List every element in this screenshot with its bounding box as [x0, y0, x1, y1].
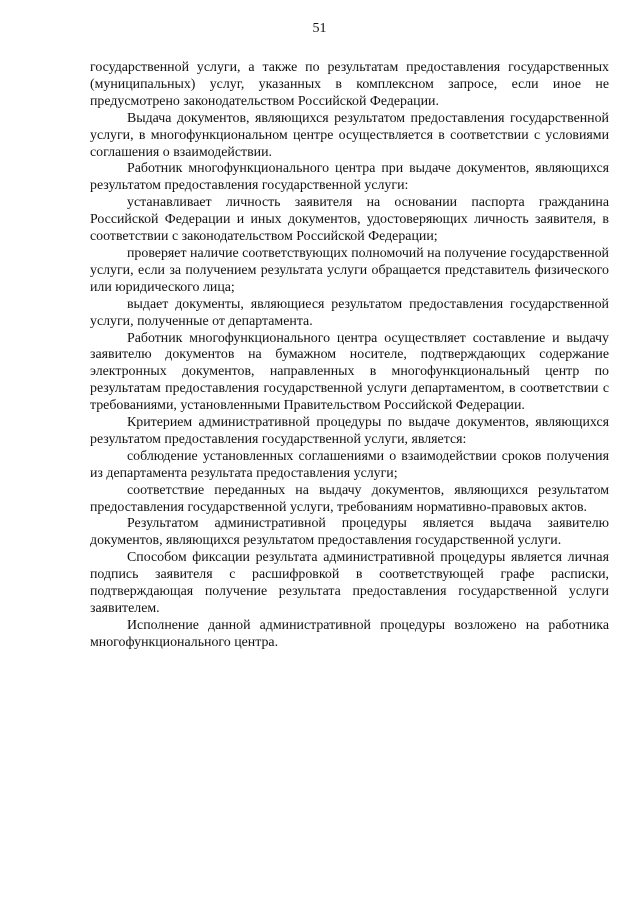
- paragraph: Способом фиксации результата административной процедуры является личная подпись заявителя с расшифровкой в соответствующей графе расписки, подтверждающая получение результата предоставления государственной услуги заявителем.: [90, 550, 609, 616]
- paragraph: Исполнение данной административной процедуры возложено на работника многофункционального центра.: [90, 617, 609, 650]
- paragraph: устанавливает личность заявителя на основании паспорта гражданина Российской Федерации и иных документов, удостоверяющих личность заявителя, в соответствии с законодательством Российской Федерации;: [90, 195, 609, 245]
- paragraph: проверяет наличие соответствующих полномочий на получение государственной услуги, если за получением результата услуги обращается представитель физического или юридического лица;: [90, 245, 609, 295]
- paragraph: Критерием административной процедуры по выдаче документов, являющихся результатом предоставления государственной услуги, является:: [90, 415, 609, 447]
- paragraph: Работник многофункционального центра осуществляет составление и выдачу заявителю документов на бумажном носителе, подтверждающих содержание электронных документов, направленных в многофункциональный центр по результатам предоставления государственной услуги департаментом, в соответствии с требованиями, установленными Правительством Российской Федерации.: [90, 330, 609, 414]
- paragraph: Выдача документов, являющихся результатом предоставления государственной услуги, в многофункциональном центре осуществляется в соответствии с условиями соглашения о взаимодействии.: [90, 110, 609, 160]
- page-number: 51: [312, 21, 327, 36]
- paragraph: соответствие переданных на выдачу документов, являющихся результатом предоставления государственной услуги, требованиям нормативно-правовых актов.: [90, 482, 609, 515]
- paragraph-continuation: государственной услуги, а также по результатам предоставления государственных (муниципальных) услуг, указанных в комплексном запросе, если иное не предусмотрено законодательством Российской Федерации.: [90, 60, 609, 109]
- paragraph: соблюдение установленных соглашениями о взаимодействии сроков получения из департамента результата предоставления услуги;: [90, 448, 609, 481]
- paragraph: выдает документы, являющиеся результатом предоставления государственной услуги, полученные от департамента.: [90, 296, 609, 329]
- paragraph: Результатом административной процедуры является выдача заявителю документов, являющихся результатом предоставления государственной услуги.: [90, 516, 609, 549]
- body-text: [90, 60, 609, 652]
- paragraph: Работник многофункционального центра при выдаче документов, являющихся результатом предоставления государственной услуги:: [90, 161, 609, 194]
